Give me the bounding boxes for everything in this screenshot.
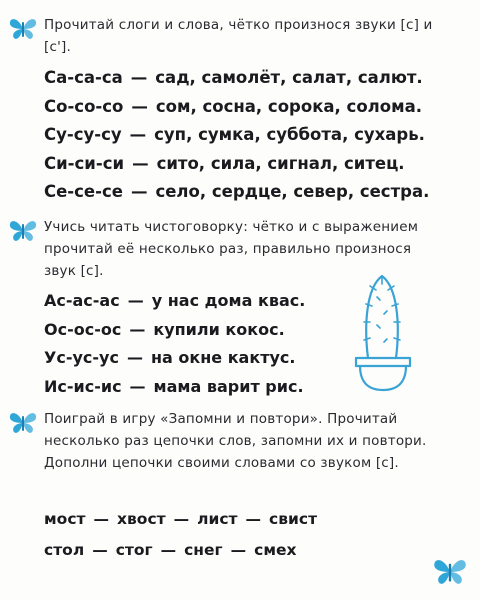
dash: — <box>92 541 108 559</box>
butterfly-icon <box>8 16 38 42</box>
list-item <box>44 344 305 373</box>
syllables: Са-са-са <box>44 68 123 87</box>
syllables: Ус-ус-ус <box>44 348 119 367</box>
section2-instruction: Учись читать чистоговорку: чётко и с выражением прочитай её несколько раз, правильно произнося звук [с]. <box>44 219 419 279</box>
list-item <box>44 316 305 345</box>
section2-tongue-twister-list <box>44 287 305 401</box>
section3-word-chains <box>44 504 317 566</box>
dash: — <box>127 291 144 310</box>
butterfly-icon <box>432 556 468 588</box>
list-item <box>44 64 429 93</box>
syllables: Су-су-су <box>44 125 122 144</box>
words: сад, самолёт, салат, салют. <box>155 68 423 87</box>
syllables: Ис-ис-ис <box>44 376 122 396</box>
dash: — <box>230 541 247 559</box>
chain-word: свист <box>269 510 318 528</box>
chain-word: мост <box>44 510 86 528</box>
chain-word: стог <box>115 541 153 559</box>
syllables: Си-си-си <box>44 153 125 173</box>
dash: — <box>126 348 143 367</box>
dash: — <box>93 510 109 528</box>
words: суп, сумка, суббота, сухарь. <box>154 125 425 144</box>
words: сом, сосна, сорока, солома. <box>155 96 422 116</box>
syllables: Ас-ас-ас <box>44 291 120 310</box>
syllables: Се-се-се <box>44 182 123 201</box>
dash: — <box>130 68 148 87</box>
word-chain <box>44 535 317 566</box>
words: у нас дома квас. <box>151 291 306 310</box>
dash: — <box>129 125 147 144</box>
dash: — <box>129 376 146 396</box>
dash: — <box>173 510 190 528</box>
words: мама варит рис. <box>153 376 304 396</box>
list-item <box>44 373 305 402</box>
chain-word: хвост <box>117 510 166 528</box>
list-item <box>44 150 429 179</box>
words: на окне кактус. <box>150 348 296 367</box>
chain-word: смех <box>254 541 297 559</box>
dash: — <box>129 319 146 339</box>
words: купили кокос. <box>153 319 285 339</box>
words: село, сердце, север, сестра. <box>155 182 430 201</box>
chain-word: лист <box>197 510 238 528</box>
section3-instruction: Поиграй в игру «Запомни и повтори». Прочитай несколько раз цепочки слов, запомни их и повтори. Дополни цепочки своими словами со звуком [с]. <box>44 411 427 471</box>
butterfly-icon <box>8 218 38 244</box>
list-item <box>44 121 429 150</box>
word-chain <box>44 504 317 535</box>
dash: — <box>132 153 149 173</box>
butterfly-icon <box>8 410 38 436</box>
syllables: Ос-ос-ос <box>44 319 122 339</box>
list-item <box>44 287 305 316</box>
cactus-illustration <box>352 266 414 394</box>
syllables: Со-со-со <box>44 96 124 116</box>
dash: — <box>130 182 148 201</box>
dash: — <box>131 96 148 116</box>
dash: — <box>245 510 262 528</box>
chain-word: снег <box>184 541 223 559</box>
list-item <box>44 178 429 207</box>
chain-word: стол <box>44 541 85 559</box>
section1-instruction: Прочитай слоги и слова, чётко произнося звуки [с] и [с']. <box>44 17 433 55</box>
dash: — <box>160 541 177 559</box>
section1-syllable-list <box>44 64 429 207</box>
words: сито, сила, сигнал, ситец. <box>156 153 405 173</box>
list-item <box>44 93 429 122</box>
